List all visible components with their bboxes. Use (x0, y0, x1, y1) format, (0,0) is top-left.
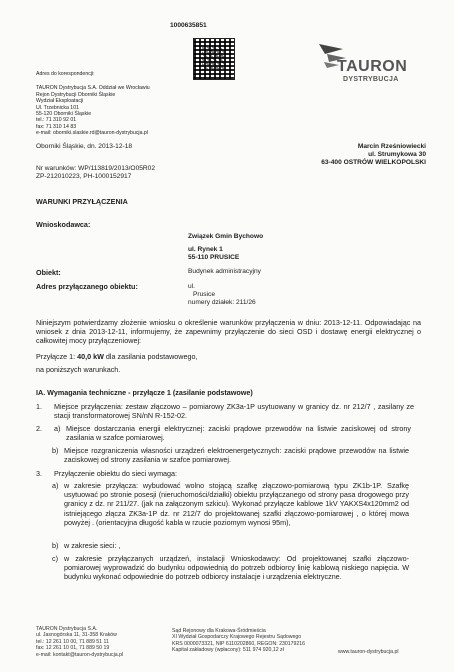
reference-numbers (36, 165, 155, 181)
reference-line: Nr warunków: WP/113819/2013/O05R02 (36, 165, 155, 172)
correspondence-address (36, 71, 150, 137)
item-number: 3. (36, 469, 42, 478)
section-heading: IA. Wymagania techniczne - przyłącze 1 (zasilanie podstawowe) (36, 388, 253, 397)
item-text: Przyłączenie obiektu do sieci wymaga: (54, 469, 178, 478)
object-value: Budynek administracyjny (188, 268, 261, 275)
address-line: Wydział Eksploatacji (36, 98, 84, 105)
subitem-text: w zakresie przyłącza: wybudować wolno stojącą szafkę złączowo-pomiarową typu ZK1b-1P. Szafkę usytuować po stronie posesji (nieruchomości/działki) obiektu przyłączanego od strony pasa drogowego przy granicy z dz. nr 211/27. (jak na załączonym szkicu). Wykonać przyłącze kablowe 1kV YAKXS4x120mm2 od istniejącego złącza ZK3a-1P dz. nr 212/7 do projektowanej szafki złączowo-pomiarowej , o której mowa powyżej . (orientacyjna długość kabla w rzucie poziomym wynosi 95m), (64, 481, 409, 527)
recipient-block (320, 143, 426, 167)
subitem-text: w zakresie przyłączanych urządzeń, instalacji Wnioskodawcy: Od projektowanej szafki złączowo-pomiarowej wyprowadzić do budynku odpowiednią do potrzeb odbiorcy linię kablową niskiego napięcia. W budynku wykonać odpowiednie do potrzeb odbiorcy instalacje i urządzenia elektryczne. (64, 554, 409, 582)
document-title: WARUNKI PRZYŁĄCZENIA (36, 197, 128, 206)
footer-line: ul. Jasnogórska 11, 31-358 Kraków (36, 632, 117, 639)
item-3a (52, 481, 417, 527)
logo-brand: TAURON (337, 58, 408, 75)
qr-code (193, 38, 235, 80)
tauron-logo (315, 42, 420, 88)
address-line: Rejon Dystrybucji Oborniki Śląskie (36, 91, 116, 98)
item-number: 1. (36, 402, 42, 411)
address-line: tel.: 71 310 92 01 (36, 117, 77, 124)
item-number: 2. (36, 424, 42, 433)
footer-left (36, 626, 123, 658)
power-line (36, 352, 197, 361)
footer-line: e-mail: kontakt@tauron-dystrybucja.pl (36, 651, 124, 658)
footer-middle (172, 628, 305, 654)
power-value: 40,0 kW (77, 352, 104, 361)
recipient-city: 63-400 OSTRÓW WIELKOPOLSKI (321, 159, 426, 166)
item-2b (52, 446, 417, 464)
footer-website: www.tauron-dystrybucja.pl (338, 649, 399, 655)
address-line: e-mail: oborniki.slaskie.rd@tauron-dystrybucja.pl (36, 130, 148, 137)
subitem-tag: a) (52, 481, 59, 490)
item-3c (52, 554, 417, 582)
subitem-text: Miejsce dostarczania energii elektrycznej: zaciski prądowe przewodów na listwie zaciskowej od strony zasilania w szafce pomiarowej. (66, 424, 411, 443)
address-line: Ul. Trzebnicka 101 (36, 104, 79, 111)
recipient-street: ul. Strumykowa 30 (368, 151, 426, 158)
recipient-name: Marcin Rześniowiecki (357, 143, 426, 150)
place-date: Oborniki Śląskie, dn. 2013-12-18 (36, 143, 133, 150)
item-2 (36, 424, 421, 442)
footer-line: XI Wydział Gospodarczy Krajowego Rejestru Sądowego (172, 634, 302, 641)
conditions-line: na poniższych warunkach. (36, 365, 121, 374)
applicant-city: 55-110 PRUSICE (188, 254, 240, 261)
address-line: 55-120 Oborniki Śląskie (36, 111, 92, 118)
address-line: TAURON Dystrybucja S.A. Oddział we Wrocławiu (36, 85, 150, 92)
logo-sub: DYSTRYBUCJA (343, 76, 399, 83)
object-address-line: Prusice (193, 291, 215, 298)
item-text: Miejsce przyłączenia: zestaw złączowo – pomiarowy ZK3a-1P usytuowany w granicy dz. nr 212/7 , zasilany ze stacji transformatorowej SN/nN R-152-02. (54, 402, 414, 421)
subitem-tag: b) (52, 446, 59, 455)
object-address-label: Adres przyłączanego obiektu: (36, 282, 138, 291)
object-address-line: numery działek: 211/26 (188, 299, 256, 306)
item-3b (52, 541, 417, 550)
document-code: 1000635851 (170, 22, 207, 29)
footer-line: KRS 0000073321, NIP 6110202860, REGON: 230179216 (172, 640, 306, 647)
object-address-line: ul. (188, 283, 195, 290)
footer-line: TAURON Dystrybucja S.A. (36, 626, 98, 632)
applicant-street: ul. Rynek 1 (188, 246, 223, 253)
item-1 (36, 402, 421, 420)
subitem-text: Miejsce rozgraniczenia własności urządzeń elektroenergetycznych: zaciski prądowe przewodów na listwie zaciskowej od strony zasilania w szafce pomiarowej. (64, 446, 409, 465)
power-label: Przyłącze 1: (36, 352, 76, 361)
subitem-text: w zakresie sieci: , (64, 541, 121, 550)
applicant-label: Wnioskodawca: (36, 220, 91, 229)
object-label: Obiekt: (36, 268, 61, 277)
subitem-tag: a) (54, 424, 61, 433)
subitem-tag: c) (52, 554, 58, 563)
object-address-block (188, 283, 256, 307)
footer-line: tel.: 12 261 10 00, 71 889 51 11 (36, 638, 109, 645)
reference-line: ZP-212010223, PH-1000152917 (36, 173, 132, 180)
applicant-name: Związek Gmin Bychowo (188, 233, 264, 240)
address-title: Adres do korespondencji: (36, 71, 95, 77)
address-line: fax: 71 310 14 83 (36, 123, 77, 130)
intro-paragraph: Niniejszym potwierdzamy złożenie wniosku o określenie warunków przyłączenia w dniu: 2013-12-11. Odpowiadając na wniosek z dnia 2013-12-11, informujemy, że zapewnimy przyłączenie do sieci OSD i dostawę energii elektrycznej o całkowitej mocy przyłączeniowej: (36, 318, 421, 346)
applicant-block (188, 233, 263, 262)
footer-line: Kapitał zakładowy (wpłacony): 511 974 920,12 zł (172, 647, 284, 654)
footer-line: fax: 12 261 10 01, 71 889 50 19 (36, 645, 110, 652)
subitem-tag: b) (52, 541, 59, 550)
power-suffix: dla zasilania podstawowego, (103, 352, 198, 361)
footer-line: Sąd Rejonowy dla Krakowa-Śródmieścia (172, 628, 266, 634)
item-3 (36, 469, 421, 478)
